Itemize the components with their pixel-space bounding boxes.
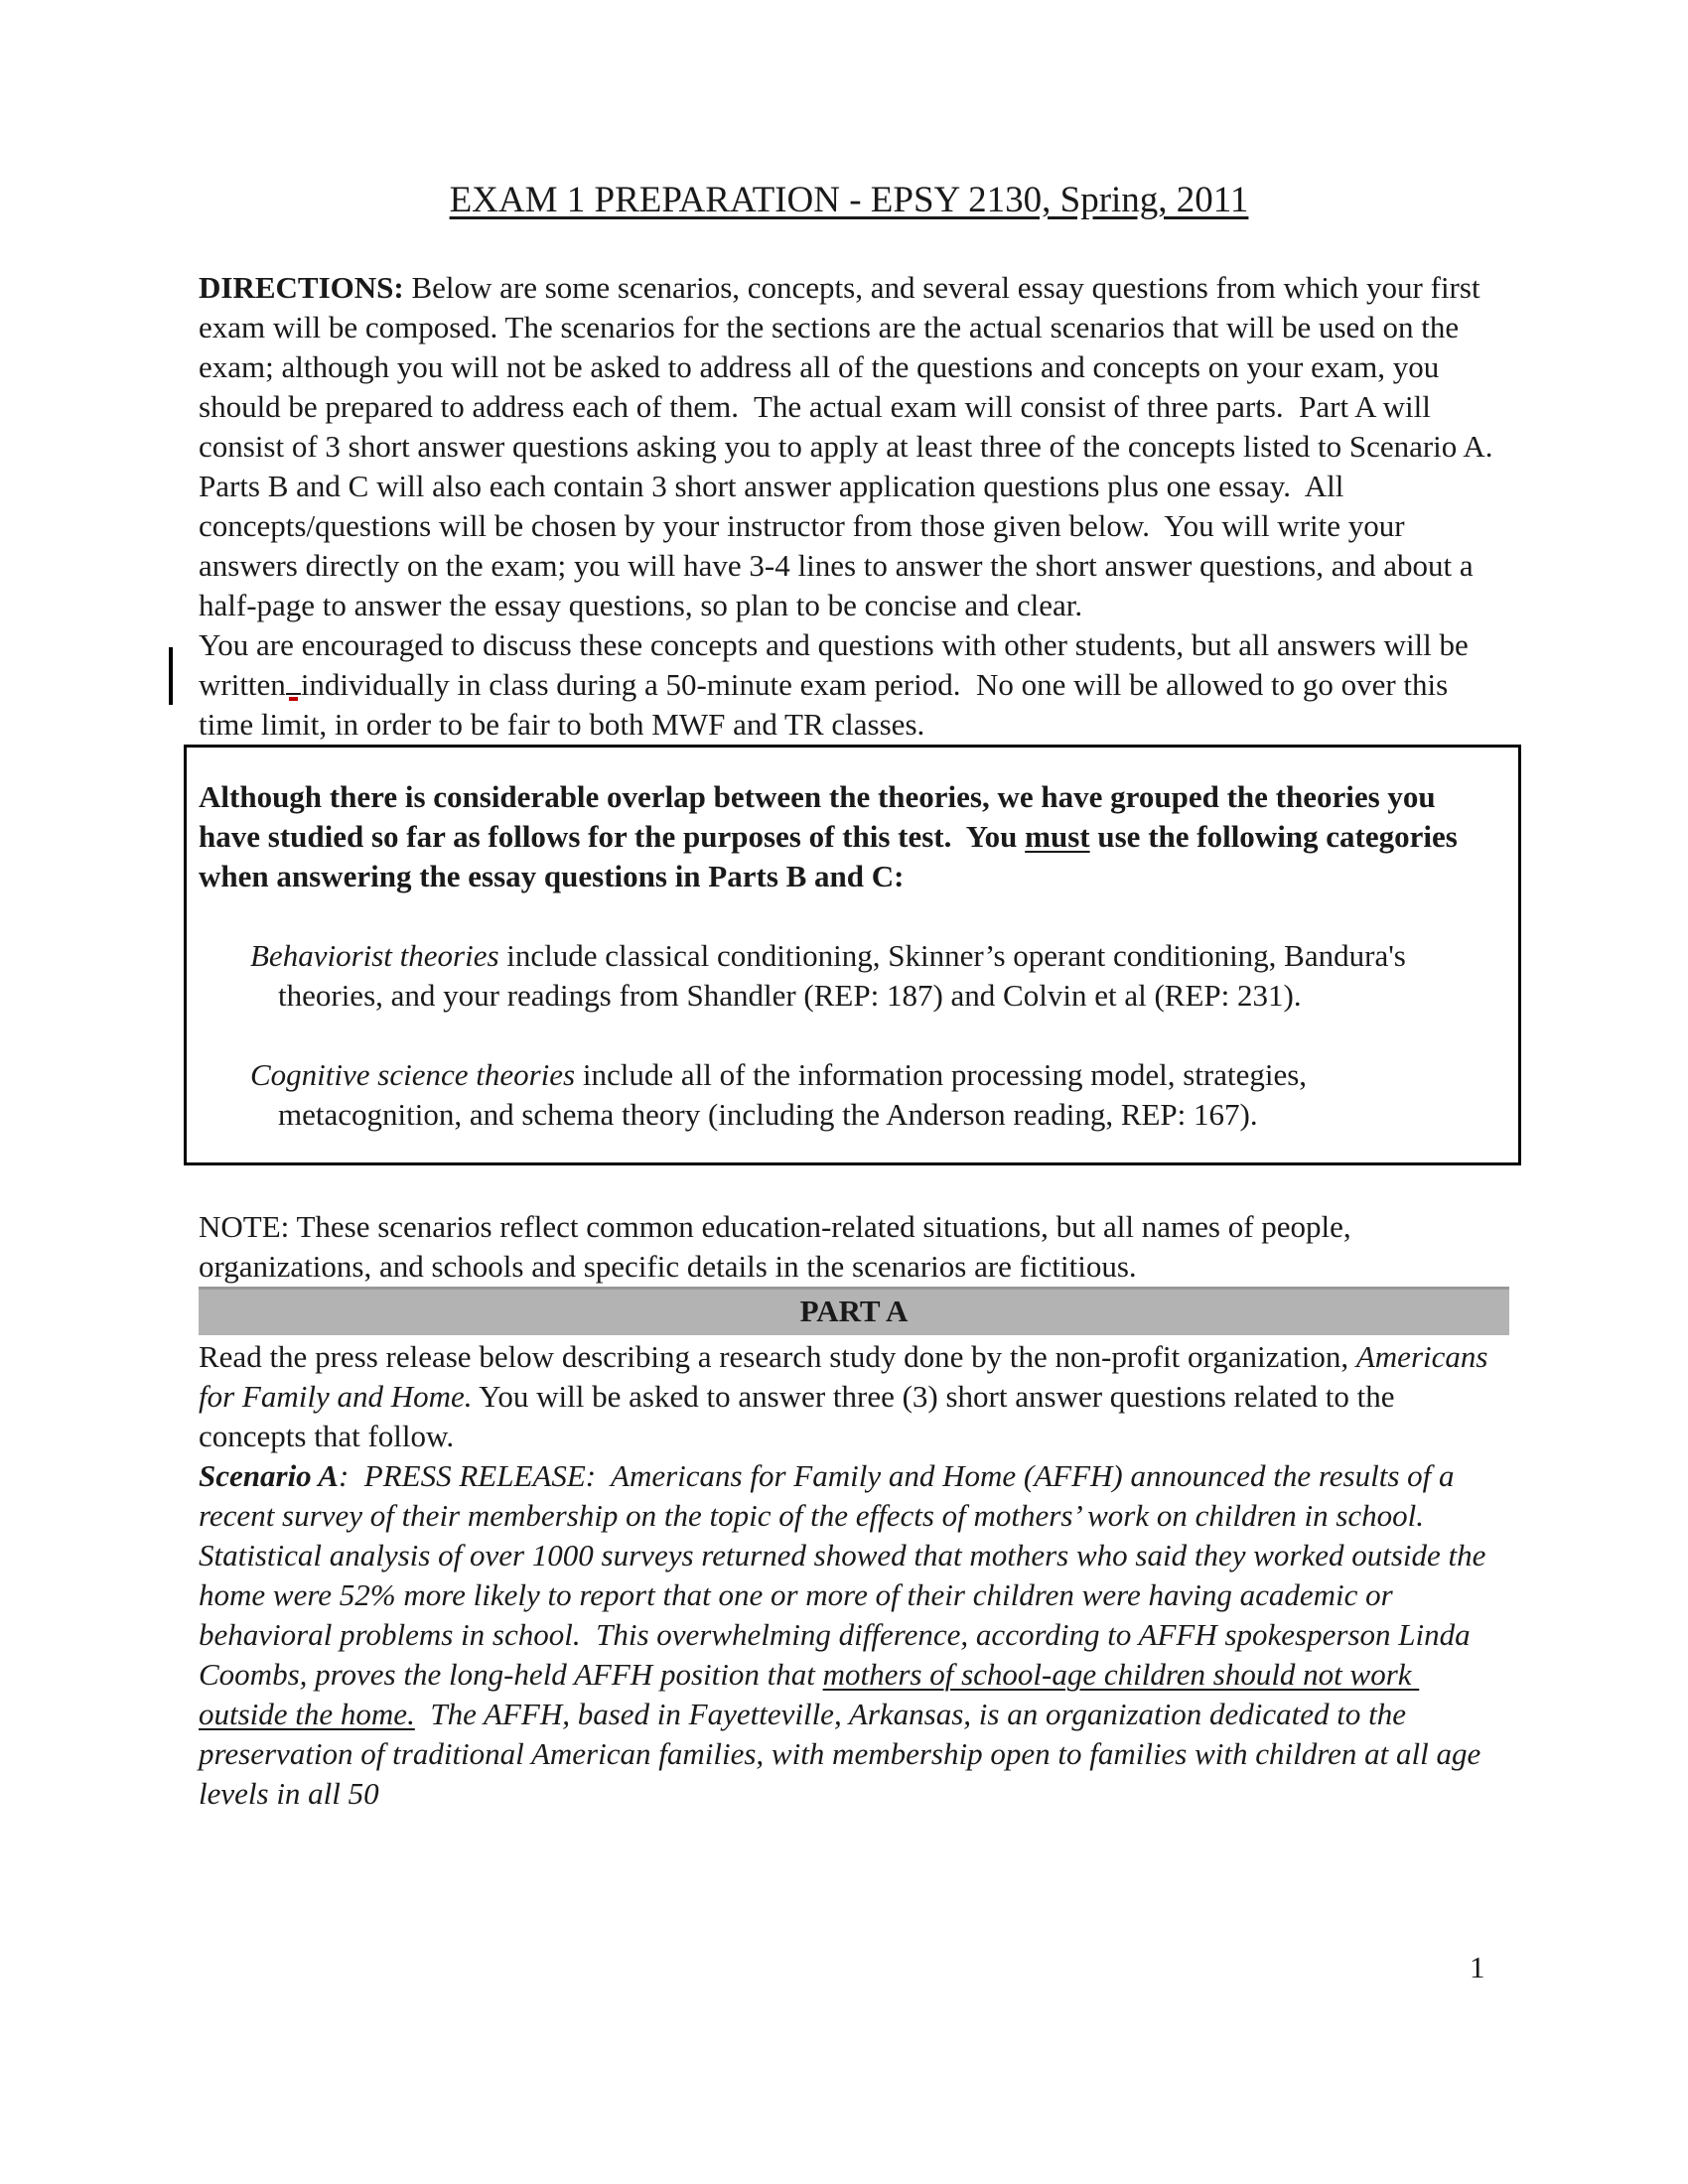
grouping-intro-after: use the following categories when answering the essay questions in Parts B and C:: [199, 819, 1466, 893]
behaviorist-theories-item: [199, 936, 1493, 1016]
collaboration-text-after: individually in class during a 50-minute exam period. No one will be allowed to go over this time limit, in order to be fair to both MWF and TR classes.: [199, 667, 1456, 742]
grouping-intro-paragraph: [199, 777, 1493, 896]
tracked-change-space-mark: [286, 689, 301, 695]
part-a-intro-paragraph: [199, 1337, 1499, 1456]
cognitive-theories-item: [199, 1055, 1493, 1135]
part-a-banner: [199, 1287, 1509, 1335]
theory-grouping-box: [184, 745, 1521, 1165]
grouping-intro-before: Although there is considerable overlap between the theories, we have grouped the theories you have studied so far as follows for the purposes of this test. You: [199, 779, 1444, 854]
page-title: EXAM 1 PREPARATION - EPSY 2130, Spring, 2011: [449, 180, 1249, 220]
part-a-intro-before: Read the press release below describing a research study done by the non-profit organization,: [199, 1339, 1356, 1374]
cognitive-theories-label: Cognitive science theories: [250, 1057, 576, 1092]
page-number: 1: [1470, 1950, 1485, 1984]
scenario-a-label: Scenario A: [199, 1458, 339, 1493]
directions-paragraph: [199, 268, 1508, 625]
collaboration-paragraph: [199, 625, 1499, 745]
directions-label: DIRECTIONS:: [199, 270, 404, 305]
behaviorist-theories-text: include classical conditioning, Skinner’s operant conditioning, Bandura's theories, and your readings from Shandler (REP: 187) and Colvin et al (REP: 231).: [278, 938, 1414, 1013]
revision-change-bar: [169, 647, 173, 705]
scenario-a-text-1: : PRESS RELEASE: Americans for Family and Home (AFFH) announced the results of a recent survey of their membership on the topic of the effects of mothers’ work on children in school. Statistical analysis of over 1000 surveys returned showed that mothers who said they worked outside the home were 52% more likely to report that one or more of their children were having academic or behavioral problems in school. This overwhelming difference, according to AFFH spokesperson Linda Coombs, proves the long-held AFFH position that: [199, 1458, 1494, 1692]
part-a-intro-after: You will be asked to answer three (3) short answer questions related to the concepts that follow.: [199, 1379, 1403, 1453]
scenario-a-underlined-claim: mothers of school-age children should not work outside the home.: [199, 1657, 1420, 1731]
grouping-intro-must: must: [1025, 819, 1090, 854]
part-a-org-name: Americans for Family and Home.: [199, 1339, 1496, 1414]
scenario-a-text-2: The AFFH, based in Fayetteville, Arkansas, is an organization dedicated to the preservation of traditional American families, with membership open to families with children at all age levels in all 50: [199, 1697, 1489, 1811]
note-paragraph: NOTE: These scenarios reflect common education-related situations, but all names of people, organizations, and schools and specific details in the scenarios are fictitious.: [199, 1209, 1359, 1284]
collaboration-text-before: You are encouraged to discuss these concepts and questions with other students, but all answers will be written: [199, 627, 1477, 702]
scenario-a-paragraph: [199, 1456, 1499, 1814]
cognitive-theories-text: include all of the information processing model, strategies, metacognition, and schema theory (including the Anderson reading, REP: 167).: [278, 1057, 1315, 1132]
directions-text: Below are some scenarios, concepts, and several essay questions from which your first exam will be composed. The scenarios for the sections are the actual scenarios that will be used on the exam; although you will not be asked to address all of the questions and concepts on your exam, you should be prepared to address each of them. The actual exam will consist of three parts. Part A will consist of 3 short answer questions asking you to apply at least three of the concepts listed to Scenario A. Parts B and C will also each contain 3 short answer application questions plus one essay. All concepts/questions will be chosen by your instructor from those given below. You will write your answers directly on the exam; you will have 3-4 lines to answer the short answer questions, and about a half-page to answer the essay questions, so plan to be concise and clear.: [199, 270, 1508, 622]
part-a-banner-label: PART A: [799, 1294, 909, 1328]
behaviorist-theories-label: Behaviorist theories: [250, 938, 499, 973]
